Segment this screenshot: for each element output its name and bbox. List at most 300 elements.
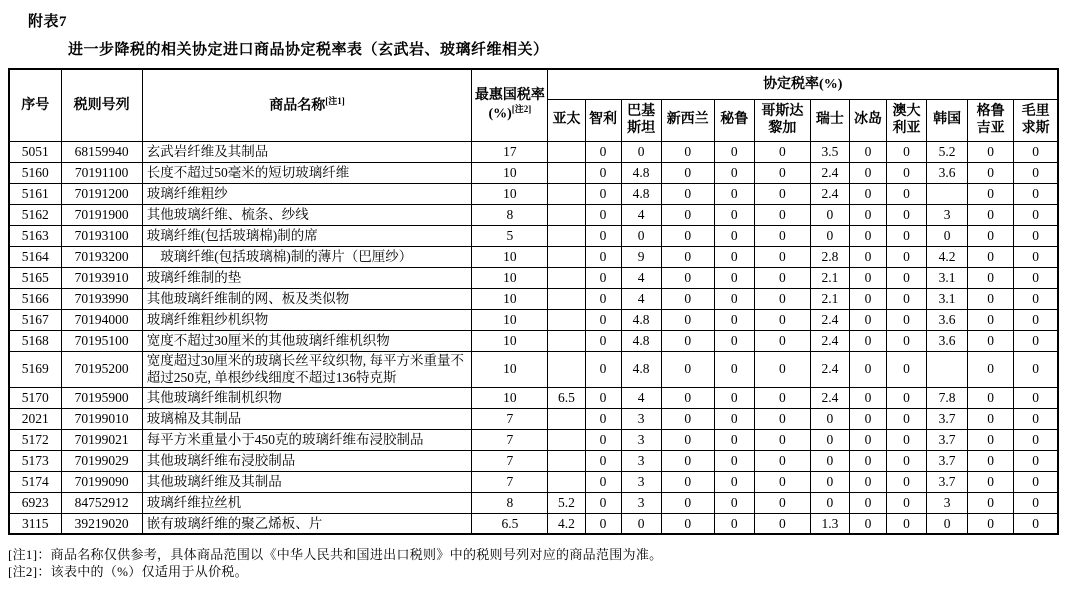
cell-agreement-rate: 0 [887, 387, 927, 408]
cell-agreement-rate: 0 [661, 183, 714, 204]
cell-agreement-rate: 0 [849, 183, 886, 204]
cell-mfn-rate: 17 [472, 141, 548, 162]
cell-agreement-rate: 2.4 [810, 183, 849, 204]
cell-agreement-rate: 0 [1014, 513, 1058, 534]
cell-seq: 5169 [9, 351, 61, 387]
cell-agreement-rate: 0 [585, 204, 621, 225]
cell-mfn-rate: 8 [472, 204, 548, 225]
cell-agreement-rate: 0 [1014, 309, 1058, 330]
cell-product-name: 其他玻璃纤维、梳条、纱线 [142, 204, 472, 225]
cell-agreement-rate: 0 [714, 267, 754, 288]
cell-agreement-rate: 0 [968, 387, 1014, 408]
cell-product-name: 其他玻璃纤维制机织物 [142, 387, 472, 408]
cell-agreement-rate: 0 [849, 225, 886, 246]
cell-agreement-rate: 0 [661, 225, 714, 246]
cell-agreement-rate: 0 [1014, 450, 1058, 471]
cell-agreement-rate: 0 [714, 183, 754, 204]
cell-agreement-rate: 0 [754, 429, 810, 450]
cell-tariff-code: 39219020 [61, 513, 142, 534]
cell-agreement-rate: 0 [1014, 162, 1058, 183]
cell-agreement-rate: 2.1 [810, 267, 849, 288]
cell-agreement-rate [548, 204, 585, 225]
cell-agreement-rate: 0 [849, 309, 886, 330]
cell-agreement-rate: 0 [585, 288, 621, 309]
cell-seq: 5162 [9, 204, 61, 225]
cell-agreement-rate: 0 [714, 387, 754, 408]
cell-agreement-rate: 0 [887, 513, 927, 534]
cell-tariff-code: 70199021 [61, 429, 142, 450]
cell-agreement-rate: 0 [968, 162, 1014, 183]
cell-agreement-rate: 3 [927, 204, 968, 225]
cell-agreement-rate [548, 351, 585, 387]
cell-agreement-rate: 0 [585, 408, 621, 429]
table-row [9, 330, 1058, 351]
col-header-country: 冰岛 [849, 99, 886, 141]
cell-agreement-rate: 4.8 [621, 162, 661, 183]
page-title: 附表7 [28, 14, 68, 30]
cell-tariff-code: 70195900 [61, 387, 142, 408]
cell-agreement-rate: 0 [927, 513, 968, 534]
cell-agreement-rate: 4 [621, 267, 661, 288]
cell-agreement-rate: 4.2 [548, 513, 585, 534]
cell-agreement-rate: 0 [887, 429, 927, 450]
cell-agreement-rate: 0 [714, 246, 754, 267]
cell-agreement-rate: 3 [621, 450, 661, 471]
cell-agreement-rate: 0 [968, 183, 1014, 204]
cell-agreement-rate: 0 [661, 450, 714, 471]
cell-agreement-rate: 3 [621, 408, 661, 429]
cell-agreement-rate: 0 [714, 429, 754, 450]
cell-agreement-rate: 0 [968, 246, 1014, 267]
cell-product-name: 玻璃纤维粗纱 [142, 183, 472, 204]
cell-agreement-rate: 0 [585, 330, 621, 351]
cell-agreement-rate: 0 [661, 141, 714, 162]
cell-agreement-rate [548, 162, 585, 183]
cell-mfn-rate: 6.5 [472, 513, 548, 534]
cell-agreement-rate: 2.4 [810, 162, 849, 183]
cell-agreement-rate: 0 [714, 492, 754, 513]
table-row [9, 492, 1058, 513]
cell-agreement-rate: 0 [754, 471, 810, 492]
cell-agreement-rate: 0 [754, 351, 810, 387]
cell-agreement-rate: 0 [849, 162, 886, 183]
tariff-rate-table [8, 68, 1059, 535]
cell-agreement-rate: 0 [585, 162, 621, 183]
cell-agreement-rate: 0 [810, 204, 849, 225]
table-row [9, 309, 1058, 330]
cell-agreement-rate: 0 [968, 429, 1014, 450]
footnote-1: [注1]：商品名称仅供参考，具体商品范围以《中华人民共和国进出口税则》中的税则号列对应的商品范围为准。 [8, 547, 663, 563]
cell-agreement-rate [548, 141, 585, 162]
cell-agreement-rate: 0 [585, 183, 621, 204]
table-row [9, 408, 1058, 429]
cell-agreement-rate: 0 [887, 204, 927, 225]
note2-ref: [注2] [511, 104, 532, 115]
cell-tariff-code: 70195100 [61, 330, 142, 351]
cell-product-name: 玻璃纤维粗纱机织物 [142, 309, 472, 330]
cell-agreement-rate: 0 [887, 141, 927, 162]
mfn-label: 最惠国税率(%) [474, 87, 545, 123]
cell-agreement-rate: 0 [661, 288, 714, 309]
table-row [9, 141, 1058, 162]
cell-agreement-rate: 0 [1014, 408, 1058, 429]
cell-agreement-rate: 0 [714, 330, 754, 351]
cell-mfn-rate: 10 [472, 162, 548, 183]
cell-agreement-rate: 0 [1014, 204, 1058, 225]
cell-agreement-rate: 3 [621, 471, 661, 492]
cell-agreement-rate: 0 [887, 408, 927, 429]
cell-agreement-rate: 1.3 [810, 513, 849, 534]
cell-agreement-rate: 4 [621, 288, 661, 309]
cell-agreement-rate: 0 [585, 429, 621, 450]
cell-agreement-rate: 0 [1014, 225, 1058, 246]
cell-mfn-rate: 10 [472, 183, 548, 204]
cell-agreement-rate: 0 [714, 141, 754, 162]
cell-agreement-rate: 6.5 [548, 387, 585, 408]
cell-agreement-rate: 0 [585, 492, 621, 513]
cell-agreement-rate: 0 [849, 204, 886, 225]
cell-agreement-rate: 0 [585, 351, 621, 387]
cell-agreement-rate: 0 [849, 351, 886, 387]
cell-agreement-rate: 0 [661, 387, 714, 408]
cell-agreement-rate: 0 [849, 492, 886, 513]
cell-agreement-rate: 0 [661, 351, 714, 387]
cell-tariff-code: 70191100 [61, 162, 142, 183]
cell-seq: 5172 [9, 429, 61, 450]
cell-agreement-rate: 0 [585, 450, 621, 471]
table-title: 进一步降税的相关协定进口商品协定税率表（玄武岩、玻璃纤维相关） [68, 42, 549, 58]
cell-seq: 5051 [9, 141, 61, 162]
cell-agreement-rate: 0 [754, 204, 810, 225]
cell-agreement-rate: 0 [849, 267, 886, 288]
col-header-country: 秘鲁 [714, 99, 754, 141]
table-row [9, 513, 1058, 534]
cell-agreement-rate: 3.5 [810, 141, 849, 162]
cell-agreement-rate [548, 429, 585, 450]
cell-mfn-rate: 10 [472, 330, 548, 351]
cell-agreement-rate: 0 [1014, 246, 1058, 267]
cell-agreement-rate: 0 [585, 513, 621, 534]
cell-agreement-rate: 4.8 [621, 330, 661, 351]
cell-agreement-rate: 0 [754, 450, 810, 471]
cell-agreement-rate: 9 [621, 246, 661, 267]
cell-agreement-rate: 0 [1014, 330, 1058, 351]
table-row [9, 225, 1058, 246]
cell-agreement-rate: 0 [1014, 351, 1058, 387]
cell-agreement-rate [548, 267, 585, 288]
col-header-country: 格鲁吉亚 [968, 99, 1014, 141]
cell-agreement-rate: 4.8 [621, 183, 661, 204]
cell-agreement-rate: 0 [887, 309, 927, 330]
cell-tariff-code: 68159940 [61, 141, 142, 162]
cell-agreement-rate: 0 [754, 141, 810, 162]
cell-agreement-rate: 0 [887, 330, 927, 351]
cell-agreement-rate: 0 [714, 288, 754, 309]
cell-agreement-rate: 0 [661, 429, 714, 450]
footnote-2: [注2]：该表中的（%）仅适用于从价税。 [8, 564, 248, 580]
cell-agreement-rate: 0 [714, 471, 754, 492]
cell-agreement-rate: 5.2 [548, 492, 585, 513]
cell-mfn-rate: 10 [472, 387, 548, 408]
cell-agreement-rate [927, 183, 968, 204]
cell-mfn-rate: 10 [472, 288, 548, 309]
cell-agreement-rate: 0 [714, 351, 754, 387]
cell-agreement-rate: 0 [754, 492, 810, 513]
cell-agreement-rate: 0 [887, 183, 927, 204]
cell-agreement-rate: 0 [968, 450, 1014, 471]
table-row [9, 288, 1058, 309]
cell-agreement-rate: 3.1 [927, 288, 968, 309]
col-header-country: 亚太 [548, 99, 585, 141]
cell-tariff-code: 70199029 [61, 450, 142, 471]
cell-product-name: 玄武岩纤维及其制品 [142, 141, 472, 162]
cell-agreement-rate: 0 [1014, 288, 1058, 309]
cell-agreement-rate: 0 [621, 141, 661, 162]
cell-agreement-rate: 0 [661, 204, 714, 225]
cell-agreement-rate: 0 [968, 330, 1014, 351]
cell-agreement-rate: 0 [887, 351, 927, 387]
cell-agreement-rate: 0 [887, 450, 927, 471]
cell-agreement-rate: 0 [714, 204, 754, 225]
col-header-agreement-rate: 协定税率(%) [548, 69, 1058, 99]
cell-agreement-rate: 0 [714, 162, 754, 183]
table-row [9, 429, 1058, 450]
cell-agreement-rate: 0 [585, 225, 621, 246]
cell-mfn-rate: 8 [472, 492, 548, 513]
cell-agreement-rate [548, 309, 585, 330]
cell-agreement-rate: 0 [661, 309, 714, 330]
cell-agreement-rate: 0 [714, 513, 754, 534]
cell-agreement-rate: 0 [754, 162, 810, 183]
cell-agreement-rate: 0 [1014, 183, 1058, 204]
cell-agreement-rate: 0 [968, 471, 1014, 492]
cell-seq: 5170 [9, 387, 61, 408]
cell-agreement-rate: 0 [968, 141, 1014, 162]
cell-agreement-rate: 0 [968, 408, 1014, 429]
cell-agreement-rate: 0 [585, 141, 621, 162]
cell-mfn-rate: 5 [472, 225, 548, 246]
cell-seq: 5163 [9, 225, 61, 246]
cell-agreement-rate [548, 408, 585, 429]
cell-agreement-rate: 0 [968, 288, 1014, 309]
cell-agreement-rate: 0 [661, 408, 714, 429]
cell-agreement-rate: 0 [849, 330, 886, 351]
cell-agreement-rate: 0 [849, 429, 886, 450]
cell-agreement-rate: 0 [968, 351, 1014, 387]
cell-seq: 5168 [9, 330, 61, 351]
cell-product-name: 玻璃纤维拉丝机 [142, 492, 472, 513]
cell-agreement-rate: 7.8 [927, 387, 968, 408]
cell-agreement-rate [548, 450, 585, 471]
col-header-country: 澳大利亚 [887, 99, 927, 141]
cell-agreement-rate: 0 [754, 246, 810, 267]
cell-mfn-rate: 7 [472, 429, 548, 450]
cell-agreement-rate: 0 [887, 267, 927, 288]
cell-product-name: 其他玻璃纤维制的网、板及类似物 [142, 288, 472, 309]
table-row [9, 204, 1058, 225]
cell-agreement-rate: 0 [754, 183, 810, 204]
cell-seq: 5174 [9, 471, 61, 492]
cell-agreement-rate [927, 351, 968, 387]
table-row [9, 387, 1058, 408]
cell-agreement-rate: 0 [887, 246, 927, 267]
cell-agreement-rate: 0 [887, 162, 927, 183]
cell-agreement-rate: 0 [887, 492, 927, 513]
cell-agreement-rate: 3.1 [927, 267, 968, 288]
cell-agreement-rate: 0 [714, 309, 754, 330]
cell-agreement-rate: 0 [585, 267, 621, 288]
cell-agreement-rate: 0 [968, 492, 1014, 513]
cell-agreement-rate: 0 [754, 408, 810, 429]
cell-agreement-rate [548, 330, 585, 351]
col-header-seq: 序号 [9, 69, 61, 141]
cell-agreement-rate: 0 [661, 267, 714, 288]
cell-seq: 5166 [9, 288, 61, 309]
cell-tariff-code: 70199010 [61, 408, 142, 429]
cell-product-name: 其他玻璃纤维布浸胶制品 [142, 450, 472, 471]
cell-agreement-rate: 0 [810, 450, 849, 471]
col-header-country: 巴基斯坦 [621, 99, 661, 141]
cell-agreement-rate: 0 [1014, 267, 1058, 288]
cell-agreement-rate [548, 288, 585, 309]
cell-agreement-rate: 0 [754, 330, 810, 351]
cell-agreement-rate: 0 [887, 471, 927, 492]
cell-product-name: 宽度超过30厘米的玻璃长丝平纹织物, 每平方米重量不超过250克, 单根纱线细度不超过136特克斯 [142, 351, 472, 387]
cell-agreement-rate: 0 [968, 309, 1014, 330]
cell-seq: 5160 [9, 162, 61, 183]
cell-agreement-rate: 3 [621, 492, 661, 513]
cell-agreement-rate: 0 [968, 225, 1014, 246]
cell-agreement-rate: 3.7 [927, 450, 968, 471]
cell-agreement-rate: 3.7 [927, 429, 968, 450]
cell-agreement-rate: 0 [621, 513, 661, 534]
cell-mfn-rate: 10 [472, 267, 548, 288]
product-name-label: 商品名称 [269, 98, 326, 114]
cell-agreement-rate: 0 [810, 492, 849, 513]
cell-agreement-rate: 0 [661, 471, 714, 492]
cell-mfn-rate: 7 [472, 408, 548, 429]
cell-seq: 5165 [9, 267, 61, 288]
col-header-country: 韩国 [927, 99, 968, 141]
table-row [9, 471, 1058, 492]
cell-agreement-rate: 0 [810, 429, 849, 450]
cell-seq: 2021 [9, 408, 61, 429]
cell-product-name: 玻璃棉及其制品 [142, 408, 472, 429]
cell-product-name: 每平方米重量小于450克的玻璃纤维布浸胶制品 [142, 429, 472, 450]
cell-agreement-rate: 0 [754, 225, 810, 246]
cell-product-name: 玻璃纤维(包括玻璃棉)制的席 [142, 225, 472, 246]
cell-tariff-code: 70194000 [61, 309, 142, 330]
cell-agreement-rate: 0 [714, 450, 754, 471]
cell-product-name: 长度不超过50毫米的短切玻璃纤维 [142, 162, 472, 183]
cell-seq: 5167 [9, 309, 61, 330]
cell-tariff-code: 70193910 [61, 267, 142, 288]
cell-agreement-rate: 4.8 [621, 309, 661, 330]
cell-tariff-code: 70193990 [61, 288, 142, 309]
cell-agreement-rate: 0 [849, 246, 886, 267]
cell-agreement-rate: 0 [754, 309, 810, 330]
cell-agreement-rate: 0 [585, 246, 621, 267]
col-header-tariff-code: 税则号列 [61, 69, 142, 141]
col-header-product-name [142, 69, 472, 141]
cell-agreement-rate: 0 [1014, 429, 1058, 450]
cell-agreement-rate: 3.7 [927, 408, 968, 429]
col-header-mfn-rate [472, 69, 548, 141]
cell-agreement-rate [548, 471, 585, 492]
cell-agreement-rate: 3.6 [927, 330, 968, 351]
cell-agreement-rate: 0 [927, 225, 968, 246]
table-row [9, 183, 1058, 204]
cell-agreement-rate: 3 [621, 429, 661, 450]
col-header-country: 瑞士 [810, 99, 849, 141]
cell-product-name: 嵌有玻璃纤维的聚乙烯板、片 [142, 513, 472, 534]
cell-mfn-rate: 10 [472, 351, 548, 387]
cell-agreement-rate: 0 [810, 471, 849, 492]
cell-agreement-rate: 4.8 [621, 351, 661, 387]
footnotes [8, 546, 1080, 580]
cell-agreement-rate: 2.4 [810, 330, 849, 351]
table-row [9, 351, 1058, 387]
cell-seq: 6923 [9, 492, 61, 513]
col-header-country: 智利 [585, 99, 621, 141]
cell-tariff-code: 70199090 [61, 471, 142, 492]
cell-agreement-rate: 0 [887, 225, 927, 246]
cell-tariff-code: 70195200 [61, 351, 142, 387]
cell-tariff-code: 84752912 [61, 492, 142, 513]
cell-agreement-rate: 0 [1014, 141, 1058, 162]
cell-agreement-rate: 0 [849, 513, 886, 534]
cell-agreement-rate: 0 [754, 288, 810, 309]
cell-tariff-code: 70191200 [61, 183, 142, 204]
cell-agreement-rate: 0 [1014, 387, 1058, 408]
cell-agreement-rate: 0 [754, 267, 810, 288]
cell-agreement-rate: 0 [849, 471, 886, 492]
cell-seq: 3115 [9, 513, 61, 534]
cell-agreement-rate: 0 [585, 387, 621, 408]
cell-agreement-rate: 0 [849, 387, 886, 408]
cell-agreement-rate: 0 [661, 492, 714, 513]
table-row [9, 246, 1058, 267]
cell-agreement-rate: 0 [887, 288, 927, 309]
cell-agreement-rate: 0 [1014, 492, 1058, 513]
cell-agreement-rate: 3 [927, 492, 968, 513]
cell-agreement-rate: 0 [968, 513, 1014, 534]
cell-product-name: 其他玻璃纤维及其制品 [142, 471, 472, 492]
cell-agreement-rate: 0 [621, 225, 661, 246]
cell-agreement-rate: 0 [849, 450, 886, 471]
cell-mfn-rate: 7 [472, 450, 548, 471]
cell-agreement-rate [548, 246, 585, 267]
table-row [9, 162, 1058, 183]
cell-agreement-rate [548, 225, 585, 246]
col-header-country: 毛里求斯 [1014, 99, 1058, 141]
cell-agreement-rate: 4 [621, 204, 661, 225]
cell-agreement-rate: 0 [661, 330, 714, 351]
col-header-country: 哥斯达黎加 [754, 99, 810, 141]
cell-agreement-rate: 0 [754, 387, 810, 408]
cell-agreement-rate: 0 [714, 408, 754, 429]
cell-agreement-rate: 4.2 [927, 246, 968, 267]
cell-agreement-rate: 0 [661, 513, 714, 534]
cell-tariff-code: 70191900 [61, 204, 142, 225]
cell-mfn-rate: 7 [472, 471, 548, 492]
cell-product-name: 宽度不超过30厘米的其他玻璃纤维机织物 [142, 330, 472, 351]
cell-agreement-rate: 2.4 [810, 351, 849, 387]
cell-agreement-rate: 2.8 [810, 246, 849, 267]
cell-agreement-rate: 0 [585, 471, 621, 492]
cell-agreement-rate: 2.4 [810, 309, 849, 330]
cell-product-name: 玻璃纤维(包括玻璃棉)制的薄片（巴厘纱） [142, 246, 472, 267]
